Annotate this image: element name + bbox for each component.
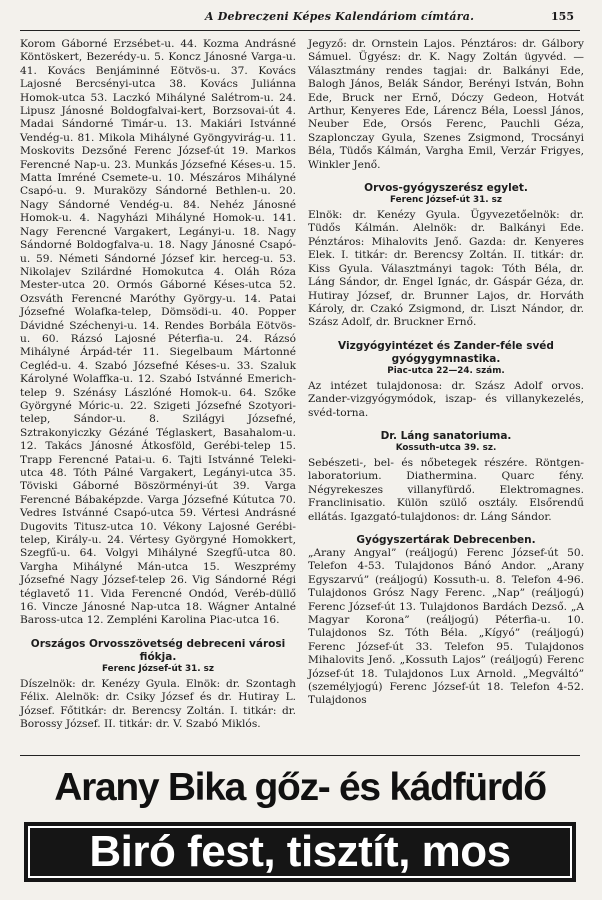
directory-text: Korom Gáborné Erzsébet-u. 44. Kozma Andrásné Köntöskert, Bezerédy-u. 5. Koncz Jánosné Varga-u. 41. Kovács Benjáminné Eötvös-u. 37. Kovács Lajosné Bercsényi-utca 38. Kovács Juliánna Homok-utca 53. Laczkó Mihályné Salétrom-u. 24. Lipusz Jánosné Boldogfalvai-kert, Borzsovai-út 4. Madai Sándorné Timár-u. 13. Makiári Istvánné Vendég-u. 81. Mikola Mihályné Gyöngyvirág-u. 11. Moskovits Dezsőné Ferenc József-út 19. Markos Ferencné Nap-u. 23. Munkás Józsefné Késes-u. 15. Matta Imréné Csemete-u. 10. Mészáros Mihályné Csapó-u. 9. Muraközy Sándorné Bethlen-u. 20. Nagy Sándorné Vendég-u. 84. Nehéz Jánosné Homok-u. 4. Nagyházi Mihályné Homok-u. 141. Nagy Ferencné Vargakert, Legányi-u. 18. Nagy Sándorné Boldogfalva-u. 18. Nagy Jánosné Csapó-u. 59. Németi Sándorné József kir. herceg-u. 53. Nikolajev Szilárdné Homokutca 4. Oláh Róza Mester-utca 20. Ormós Gáborné Késes-utca 52. Ozsváth Ferencné Maróthy György-u. 14. Patai Józsefné Wolafka-telep, Dömsödi-u. 40. Popper Dávidné Széchenyi-u. 14. Rendes Borbála Eötvös-u. 60. Rázsó Lajosné Péterfia-u. 24. Rázsó Mihályné Árpád-tér 11. Siegelbaum Mártonné Cegléd-u. 4. Szabó Józsefné Késes-u. 33. Szaluk Károlyné Wolaffka-u. 12. Szabó Istvánné Emerich-telep 9. Szénásy Lászlóné Homok-u. 64. Szőke Györgyné Móric-u. 22. Szigeti Józsefné Szotyori-telep, Sándor-u. 8. Szilágyi Józsefné, Sztrakonyiczky Gézáné Téglaskert, Basahalom-u. 12. Takács Jánosné Átkosföld, Gerébi-telep 15. Trapp Ferencné Patai-u. 6. Tajti Istvánné Teleki-utca 48. Tóth Pálné Vargakert, Legányi-utca 35. Töviski Gáborné Böszörményi-út 39. Varga Ferencné Bábaképzde. Varga Józsefné Kútutca 70. Vedres Istvánné Csapó-utca 59. Vértesi Andrásné Dugovits Titusz-utca 10. Vékony Lajosné Gerébi-telep, Király-u. 24. Vértesy Györgyné Homokkert, Szegfű-u. 64. Volgyi Mihályné Szegfű-utca 80. Vargha Mihályné Mán-utca 15. Weszprémy Józsefné Nagy József-telep 26. Vig Sándorné Régi téglavető 11. Vida Ferencné Ondód, Veréb-düllő 16. Vincze Jánosné Nap-utca 18. Wágner Antalné Baross-utca 12. Zempléni Karolina Piac-utca 16. — [20, 38, 296, 627]
section-address-lang-sanatorium: Kossuth-utca 39. sz. — [395, 442, 497, 453]
arany-bika-advertisement: Arany Bika gőz- és kádfürdő — [54, 766, 546, 809]
page-number: 155 — [551, 10, 574, 23]
running-title: A Debreczeni Képes Kalendáriom címtára. — [205, 10, 475, 23]
section-text-orvosszovetseg: Díszelnök: dr. Kenézy Gyula. Elnök: dr. Szontagh Félix. Alelnök: dr. Csiky József és dr. Hutiray L. József. Főtitkár: dr. Berencsy Zoltán. I. titkár: dr. Borossy József. II. titkár: dr. V. Szabó Miklós. — [20, 677, 296, 731]
section-text-vizgyogyintezet: Az intézet tulajdonosa: dr. Szász Adolf orvos. Zander-vizgyógymódok, iszap- és villanykezelés, svéd-torna. — [308, 379, 584, 419]
right-column — [308, 38, 584, 707]
section-title-orvos-gyogyszeresz: Orvos-gyógyszerész egylet. — [364, 182, 528, 195]
section-title-gyogyszertarak: Gyógyszertárak Debrecenben. — [356, 533, 536, 546]
section-title-orvosszovetseg: Országos Orvosszövetség debreceni városi fiókja. — [30, 637, 286, 663]
section-address-vizgyogyintezet: Piac-utca 22—24. szám. — [387, 365, 505, 376]
section-text-gyogyszertarak: „Arany Angyal” (reáljogú) Ferenc József-út 50. Telefon 4-53. Tulajdonos Bánó Andor. „Arany Egyszarvú” (reáljogú) Kossuth-u. 8. Telefon 4-96. Tulajdonos Grósz Nagy Ferenc. „Nap” (reáljogú) Ferenc József-út 13. Tulajdonos Bardách Dezső. „A Magyar Korona” (reáljogú) Péterfia-u. 10. Tulajdonos Sz. Tóth Béla. „Kígyó” (reáljogú) Ferenc József-út 33. Telefon 95. Tulajdonos Mihalovits Jenő. „Kossuth Lajos” (reáljogú) Ferenc József-út 18. Tulajdonos Lux Arnold. „Megváltó” (személyjogú) Ferenc József-út 18. Telefon 4-52. Tulajdonos — [308, 546, 584, 707]
top-rule-ad — [20, 755, 580, 756]
section-title-lang-sanatorium: Dr. Láng sanatoriuma. — [380, 429, 512, 442]
page-header — [20, 6, 580, 31]
section-address-orvosszovetseg: Ferenc József-út 31. sz — [102, 663, 214, 674]
section-address-orvos-gyogyszeresz: Ferenc József-út 31. sz — [390, 195, 502, 206]
intro-text: Jegyző: dr. Ornstein Lajos. Pénztáros: dr. Gálbory Sámuel. Ügyész: dr. K. Nagy Zoltán ügyvéd. — Választmány rendes tagjai: dr. Balkányi Ede, Balogh János, Belák Sándor, Berényi István, Bohn Ede, Bruck ner Ernő, Dóczy Gedeon, Hotvát Arthur, Kenyeres Ede, Lárencz Béla, Loessl János, Neuber Ede, Orsós Ferenc, Pauchli Géza, Szaplonczay Gyula, Szenes Zsigmond, Trocsányi Béla, Tüdős Kálmán, Vargha Emil, Verzár Frigyes, Winkler Jenő. — [308, 38, 584, 171]
section-title-vizgyogyintezet: Vizgyógyintézet és Zander-féle svéd gyógygymnastika. — [338, 339, 554, 365]
biro-advertisement: Biró fest, tisztít, mos — [24, 822, 576, 882]
section-text-lang-sanatorium: Sebészeti-, bel- és nőbetegek részére. Röntgen-laboratorium. Diathermina. Quarc fény. Négyrekeszes villanyfürdő. Elektromagnes. Franclinisatio. Külön szülő osztály. Elsőrendű ellátás. Igazgató-tulajdonos: dr. Láng Sándor. — [308, 456, 584, 523]
section-text-orvos-gyogyszeresz: Elnök: dr. Kenézy Gyula. Ügyvezetőelnök: dr. Tüdős Kálmán. Alelnök: dr. Balkányi Ede. Pénztáros: Mihalovits Jenő. Gazda: dr. Kenyeres Elek. I. titkár: dr. Berencsy Zoltán. II. titkár: dr. Kiss Gyula. Választmányi tagok: Tóth Béla, dr. Láng Sándor, dr. Engel Ignác, dr. Gáspár Géza, dr. Hutiray József, dr. Brunner Lajos, dr. Horváth Károly, dr. Czakó Zsigmond, dr. Liszt Nándor, dr. Szász Adolf, dr. Bruckner Ernő. — [308, 209, 584, 329]
left-column — [20, 38, 296, 731]
